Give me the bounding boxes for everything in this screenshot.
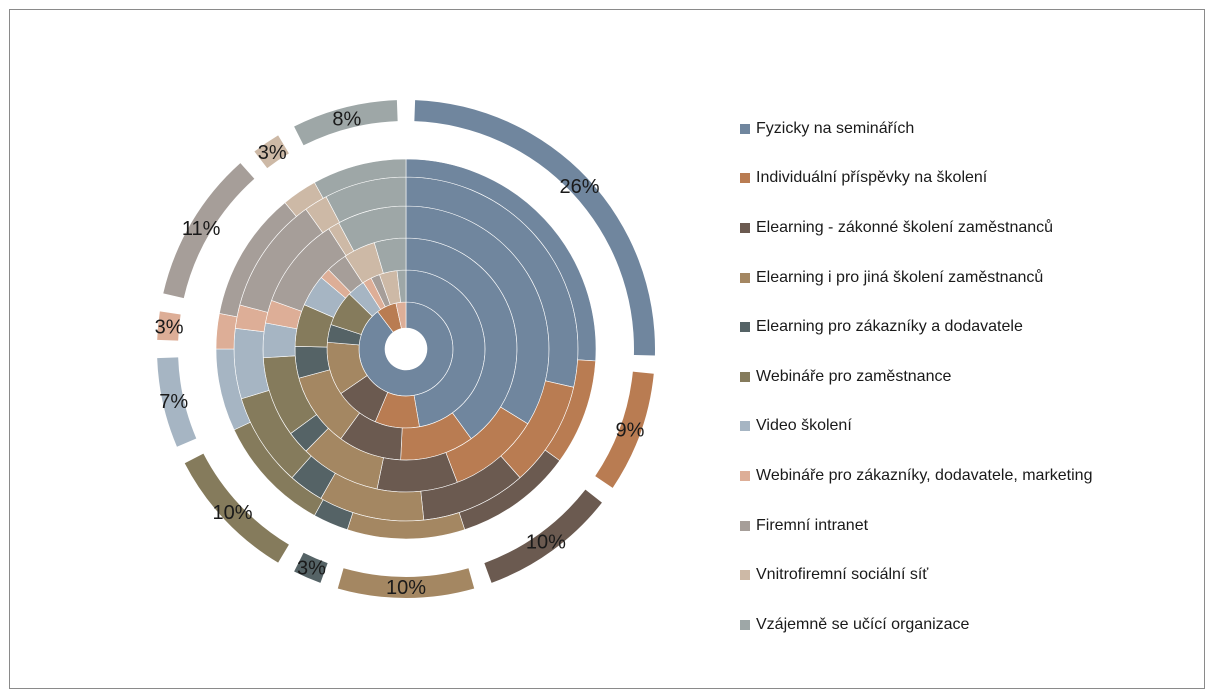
data-label-vzajemne-se-ucici-organizace: 8% [332,108,362,131]
legend-item-individualni-prispevky-na-skoleni [740,154,1208,204]
legend-label: Fyzicky na seminářích [756,119,915,137]
legend-swatch [740,570,750,580]
inner-ring-6-segment-webinare-pro-zakazniky-dodavatele-marketing [216,313,237,349]
data-label-elearning-i-pro-jina-skoleni-zamestnancu: 10% [385,577,427,599]
legend-label: Webináře pro zaměstnance [756,367,952,385]
legend-swatch [740,124,750,134]
legend-label: Vnitrofiremní sociální síť [756,566,929,584]
legend-swatch [740,620,750,630]
legend-item-elearning-zakonne-skoleni-zamestnancu [740,203,1208,253]
legend-label: Elearning i pro jiná školení zaměstnanců [756,268,1044,286]
legend [740,104,1208,650]
data-label-fyzicky-na-seminarich: 26% [559,176,600,199]
data-label-webinare-pro-zamestnance: 10% [212,501,253,524]
legend-swatch [740,273,750,283]
legend-item-elearning-pro-zakazniky-a-dodavatele [740,302,1208,352]
legend-label: Elearning - zákonné školení zaměstnanců [756,218,1054,236]
inner-ring-4-segment-video-skoleni [263,323,297,358]
legend-item-fyzicky-na-seminarich [740,104,1208,154]
legend-swatch [740,173,750,183]
legend-swatch [740,322,750,332]
legend-swatch [740,372,750,382]
legend-item-elearning-i-pro-jina-skoleni-zamestnancu [740,253,1208,303]
legend-swatch [740,223,750,233]
data-label-webinare-pro-zakazniky-dodavatele-marketing: 3% [154,316,184,339]
legend-item-video-skoleni [740,402,1208,452]
data-label-vnitrofiremni-socialni-sit: 3% [257,142,287,165]
legend-item-webinare-pro-zakazniky-dodavatele-marketing [740,451,1208,501]
legend-swatch [740,421,750,431]
legend-label: Elearning pro zákazníky a dodavatele [756,318,1023,336]
legend-item-webinare-pro-zamestnance [740,352,1208,402]
legend-swatch [740,471,750,481]
data-label-firemni-intranet: 11% [181,217,221,240]
legend-item-vnitrofiremni-socialni-sit [740,550,1208,600]
legend-label: Firemní intranet [756,516,869,534]
data-label-individualni-prispevky-na-skoleni: 9% [615,419,645,442]
center-hole [385,328,427,370]
data-label-video-skoleni: 7% [159,390,189,413]
legend-label: Video školení [756,417,852,435]
legend-item-firemni-intranet [740,501,1208,551]
data-label-elearning-zakonne-skoleni-zamestnancu: 10% [525,531,566,554]
data-label-elearning-pro-zakazniky-a-dodavatele: 3% [297,557,326,580]
legend-label: Individuální příspěvky na školení [756,169,988,187]
legend-swatch [740,521,750,531]
legend-label: Vzájemně se učící organizace [756,615,970,633]
legend-item-vzajemne-se-ucici-organizace [740,600,1208,650]
legend-label: Webináře pro zákazníky, dodavatele, marketing [756,466,1093,484]
